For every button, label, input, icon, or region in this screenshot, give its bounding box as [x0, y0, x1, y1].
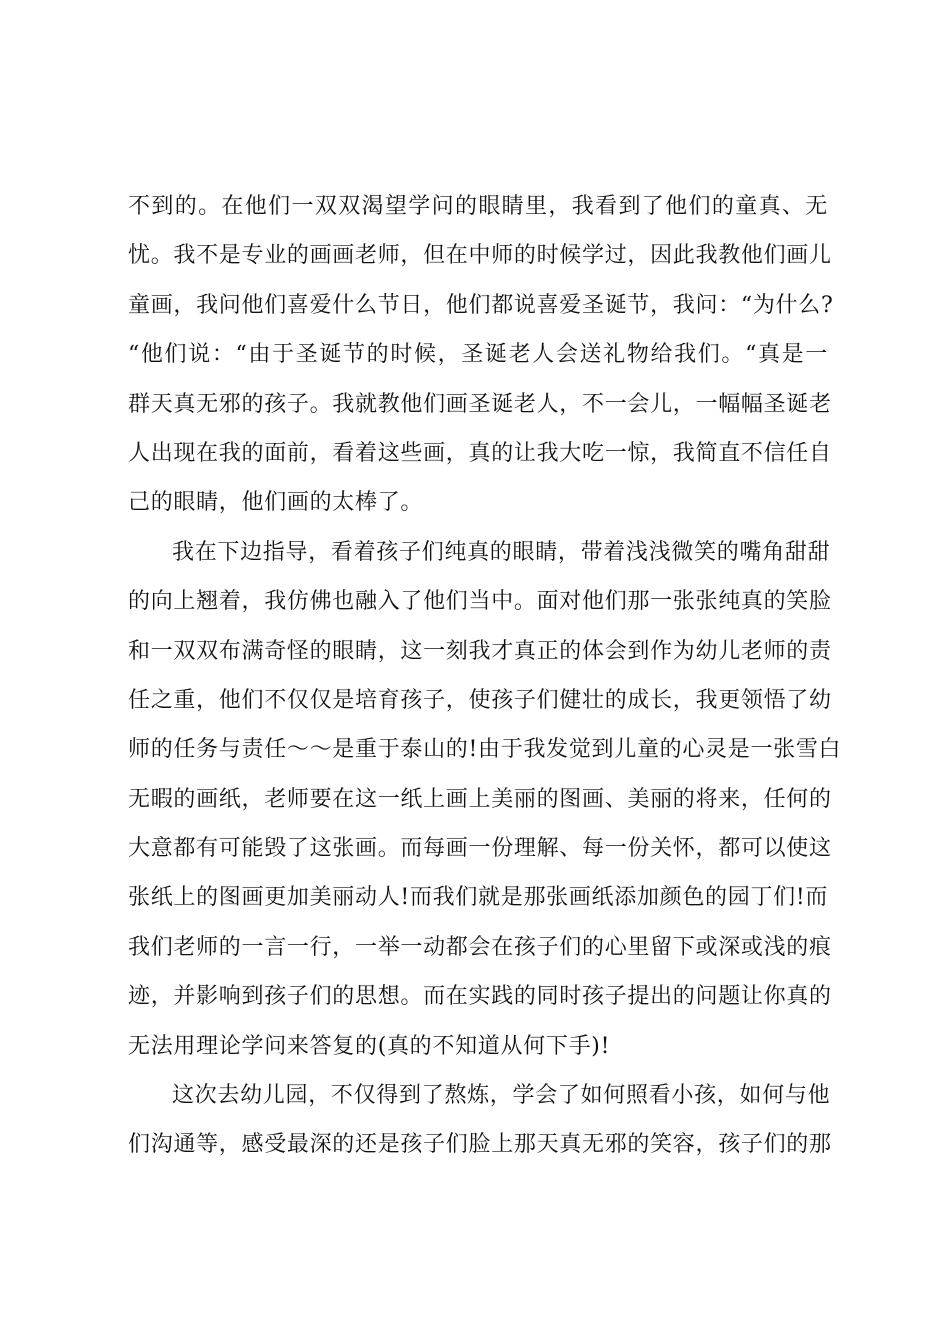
- text-line: 和一双双布满奇怪的眼睛，这一刻我才真正的体会到作为幼儿老师的责: [128, 638, 832, 664]
- text-line: 这次去幼儿园，不仅得到了熬炼，学会了如何照看小孩，如何与他: [172, 1083, 831, 1109]
- text-line: 不到的。在他们一双双渴望学问的眼睛里，我看到了他们的童真、无: [128, 194, 828, 219]
- text-line: 无暇的画纸，老师要在这一纸上画上美丽的图画、美丽的将来，任何的: [128, 786, 832, 812]
- text-line: 童画，我问他们喜爱什么节日，他们都说喜爱圣诞节，我问：“为什么?: [128, 292, 834, 318]
- text-line: 张纸上的图画更加美丽动人!而我们就是那张画纸添加颜色的园丁们!而: [128, 885, 829, 911]
- paragraph-1: [128, 182, 834, 528]
- text-line: 我们老师的一言一行，一举一动都会在孩子们的心里留下或深或浅的痕: [128, 934, 832, 960]
- text-line: 们沟通等，感受最深的还是孩子们脸上那天真无邪的笑容，孩子们的那: [128, 1132, 832, 1158]
- text-line: 大意都有可能毁了这张画。而每画一份理解、每一份关怀，都可以使这: [128, 836, 832, 862]
- text-line: 师的任务与责任～～是重于泰山的!由于我发觉到儿童的心灵是一张雪白: [128, 737, 842, 763]
- paragraph-3: [128, 1071, 832, 1170]
- text-line: 的向上翘着，我仿佛也融入了他们当中。面对他们那一张张纯真的笑脸: [128, 589, 832, 615]
- text-line: 迹，并影响到孩子们的思想。而在实践的同时孩子提出的问题让你真的: [128, 984, 832, 1010]
- text-line: 己的眼睛，他们画的太棒了。: [128, 490, 424, 516]
- text-line: 人出现在我的面前，看着这些画，真的让我大吃一惊，我简直不信任自: [128, 440, 832, 466]
- body-text: [128, 182, 842, 1170]
- paragraph-2: [128, 528, 842, 1071]
- text-line: 群天真无邪的孩子。我就教他们画圣诞老人，不一会儿，一幅幅圣诞老: [128, 391, 832, 417]
- text-line: “他们说：“由于圣诞节的时候，圣诞老人会送礼物给我们。“真是一: [128, 342, 828, 368]
- text-line: 任之重，他们不仅仅是培育孩子，使孩子们健壮的成长，我更领悟了幼: [128, 687, 832, 713]
- text-line: 忧。我不是专业的画画老师，但在中师的时候学过，因此我教他们画儿: [128, 243, 832, 269]
- text-line: 无法用理论学问来答复的(真的不知道从何下手)!: [128, 1033, 611, 1059]
- text-line: 我在下边指导，看着孩子们纯真的眼睛，带着浅浅微笑的嘴角甜甜: [172, 539, 831, 565]
